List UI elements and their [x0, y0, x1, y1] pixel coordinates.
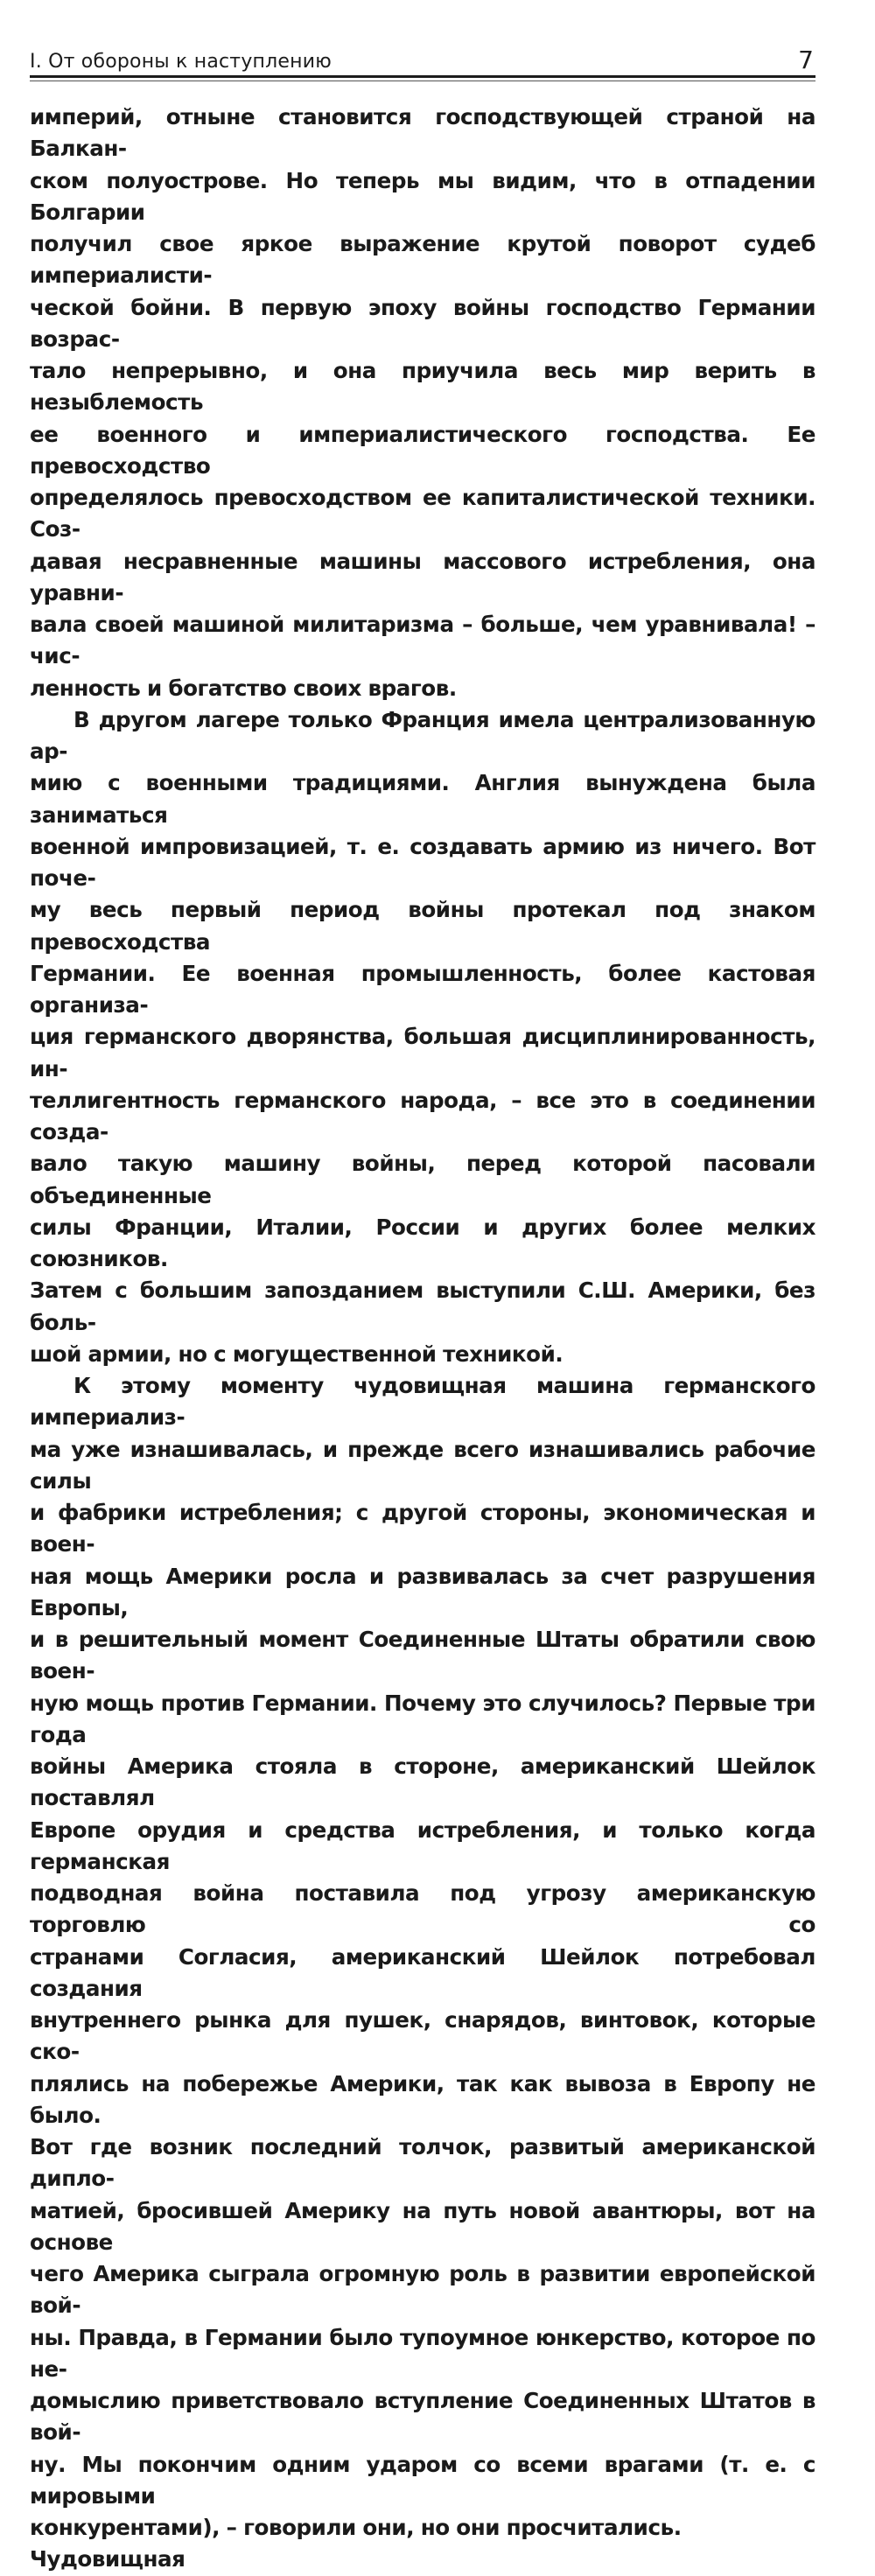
text-line: Затем с большим запозданием выступили С.Ш. Америки, без боль- [30, 1278, 816, 1335]
text-line: ческой бойни. В первую эпоху войны господство Германии возрас- [30, 294, 816, 352]
body-text [30, 102, 816, 2576]
text-line: му весь первый период войны протекал под знаком превосходства [30, 897, 816, 955]
text-line: шой армии, но с могущественной техникой. [30, 1340, 564, 1367]
header-rule-thin [30, 80, 816, 81]
page-number: 7 [798, 46, 814, 74]
text-line: странами Согласия, американский Шейлок потребовал создания [30, 1943, 816, 2001]
header-rule [30, 75, 816, 78]
text-line: империй, отныне становится господствующей страной на Балкан- [30, 104, 816, 162]
text-line: Германии. Ее военная промышленность, более кастовая организа- [30, 960, 816, 1018]
text-line: и в решительный момент Соединенные Штаты обратили свою воен- [30, 1627, 816, 1684]
text-line: домыслию приветствовало вступление Соединенных Штатов в вой- [30, 2388, 816, 2446]
running-header [30, 46, 817, 75]
text-line: ная мощь Америки росла и развивалась за счет разрушения Европы, [30, 1563, 816, 1620]
text-line: ны. Правда, в Германии было тупоумное юнкерство, которое по не- [30, 2324, 816, 2382]
text-line: давая несравненные машины массового истребления, она уравни- [30, 548, 816, 606]
text-line: ее военного и империалистического господства. Ее превосходство [30, 421, 816, 479]
text-line: подводная война поставила под угрозу американскую торговлю со [30, 1880, 816, 1938]
text-line: чего Америка сыграла огромную роль в развитии европейской вой- [30, 2261, 816, 2319]
text-line: ма уже изнашивалась, и прежде всего изнашивались рабочие силы [30, 1436, 816, 1494]
text-line: теллигентность германского народа, – все это в соединении созда- [30, 1087, 816, 1144]
text-line: Европе орудия и средства истребления, и только когда германская [30, 1816, 816, 1874]
text-line: внутреннего рынка для пушек, снарядов, винтовок, которые ско- [30, 2007, 816, 2065]
paragraph [30, 1370, 816, 2576]
text-line: войны Америка стояла в стороне, американский Шейлок поставлял [30, 1754, 816, 1811]
paragraph [30, 102, 816, 704]
text-line: ну. Мы покончим одним ударом со всеми врагами (т. е. с мировыми [30, 2451, 816, 2509]
running-title: I. От обороны к наступлению [30, 51, 332, 73]
text-line: матией, бросившей Америку на путь новой авантюры, вот на основе [30, 2197, 816, 2255]
text-line: плялись на побережье Америки, так как вывоза в Европу не было. [30, 2070, 816, 2128]
text-line: Вот где возник последний толчок, развитый американской дипло- [30, 2134, 816, 2192]
paragraph [30, 704, 816, 1370]
text-line: ленность и богатство своих врагов. [30, 675, 457, 701]
text-line: и фабрики истребления; с другой стороны, экономическая и воен- [30, 1500, 816, 1558]
text-line: определялось превосходством ее капиталистической техники. Соз- [30, 485, 816, 542]
text-line: конкурентами), – говорили они, но они просчитались. Чудовищная [30, 2515, 682, 2572]
text-line: ском полуострове. Но теперь мы видим, что в отпадении Болгарии [30, 167, 816, 225]
text-line: ную мощь против Германии. Почему это случилось? Первые три года [30, 1690, 816, 1747]
text-line: В другом лагере только Франция имела централизованную ар- [30, 706, 816, 764]
text-line: тало непрерывно, и она приучила весь мир верить в незыблемость [30, 358, 816, 416]
text-line: получил свое яркое выражение крутой поворот судеб империалисти- [30, 231, 816, 289]
text-line: силы Франции, Италии, России и других более мелких союзников. [30, 1214, 816, 1271]
text-line: вало такую машину войны, перед которой пасовали объединенные [30, 1151, 816, 1208]
text-line: ция германского дворянства, большая дисциплинированность, ин- [30, 1024, 816, 1082]
text-line: вала своей машиной милитаризма – больше, чем уравнивала! – чис- [30, 612, 816, 669]
text-line: К этому моменту чудовищная машина германского империализ- [30, 1373, 816, 1431]
text-line: мию с военными традициями. Англия вынуждена была заниматься [30, 770, 816, 828]
text-line: военной импровизацией, т. е. создавать армию из ничего. Вот поче- [30, 833, 816, 891]
